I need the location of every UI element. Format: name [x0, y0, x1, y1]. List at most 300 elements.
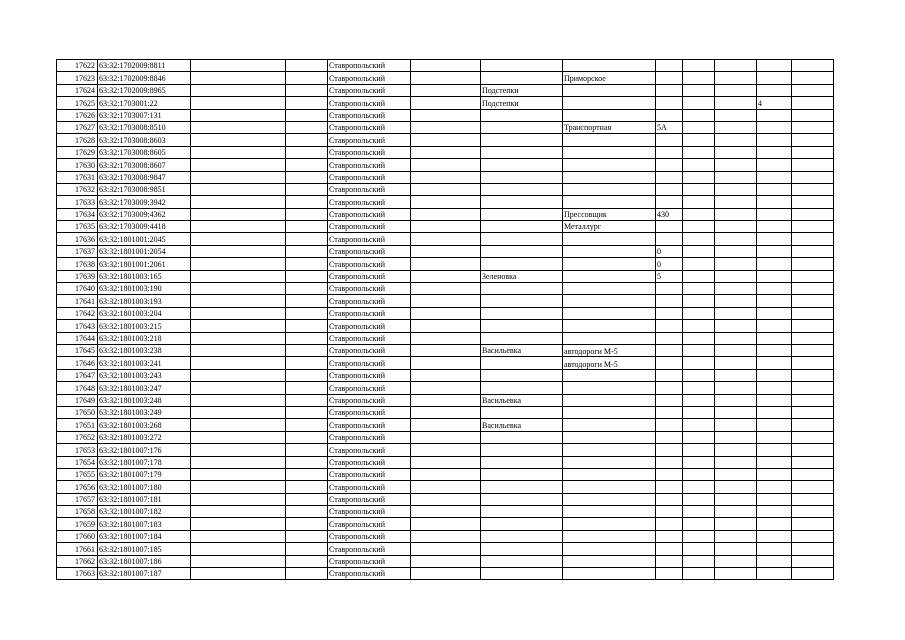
empty-cell [792, 245, 834, 257]
empty-cell [715, 97, 757, 109]
table-row [57, 369, 834, 381]
house-cell [656, 506, 683, 518]
empty-cell [286, 60, 328, 72]
house-cell [656, 60, 683, 72]
row-number-cell: 17639 [57, 270, 98, 282]
house-cell [656, 394, 683, 406]
row-number-cell: 17626 [57, 109, 98, 121]
empty-cell [411, 493, 481, 505]
cadastral-number-cell: 63:32:1801007:178 [98, 456, 191, 468]
empty-cell [715, 506, 757, 518]
empty-cell [792, 543, 834, 555]
row-number-cell: 17640 [57, 283, 98, 295]
empty-cell [792, 295, 834, 307]
empty-cell [411, 406, 481, 418]
empty-cell [683, 543, 715, 555]
empty-cell [286, 171, 328, 183]
settlement-cell [481, 233, 563, 245]
house-cell [656, 357, 683, 369]
house-cell [656, 332, 683, 344]
empty-cell [191, 270, 286, 282]
row-number-cell: 17643 [57, 320, 98, 332]
house-cell [656, 444, 683, 456]
empty-cell [683, 406, 715, 418]
cadastral-number-cell: 63:32:1703008:9847 [98, 171, 191, 183]
street-cell [563, 506, 656, 518]
district-cell: Ставропольский [328, 369, 411, 381]
settlement-cell [481, 159, 563, 171]
empty-cell [191, 171, 286, 183]
street-cell [563, 320, 656, 332]
settlement-cell [481, 568, 563, 580]
district-cell: Ставропольский [328, 357, 411, 369]
table-row [57, 233, 834, 245]
empty-cell [286, 270, 328, 282]
district-cell: Ставропольский [328, 568, 411, 580]
cadastral-number-cell: 63:32:1703008:8510 [98, 121, 191, 133]
settlement-cell [481, 431, 563, 443]
empty-cell [411, 530, 481, 542]
row-number-cell: 17657 [57, 493, 98, 505]
table-row [57, 357, 834, 369]
empty-cell [191, 196, 286, 208]
extra-cell [757, 258, 792, 270]
cadastral-number-cell: 63:32:1703009:3942 [98, 196, 191, 208]
table-row [57, 84, 834, 96]
house-cell [656, 456, 683, 468]
row-number-cell: 17648 [57, 382, 98, 394]
empty-cell [191, 109, 286, 121]
empty-cell [792, 518, 834, 530]
empty-cell [191, 518, 286, 530]
house-cell [656, 97, 683, 109]
empty-cell [411, 344, 481, 356]
table-row [57, 134, 834, 146]
cadastral-number-cell: 63:32:1801007:185 [98, 543, 191, 555]
district-cell: Ставропольский [328, 146, 411, 158]
extra-cell [757, 283, 792, 295]
empty-cell [683, 208, 715, 220]
street-cell [563, 543, 656, 555]
empty-cell [715, 258, 757, 270]
district-cell: Ставропольский [328, 84, 411, 96]
empty-cell [191, 332, 286, 344]
street-cell [563, 357, 656, 369]
row-number-cell: 17656 [57, 481, 98, 493]
empty-cell [411, 357, 481, 369]
empty-cell [792, 506, 834, 518]
street-cell [563, 183, 656, 195]
empty-cell [286, 332, 328, 344]
cadastral-number-cell: 63:32:1702009:8846 [98, 72, 191, 84]
empty-cell [411, 245, 481, 257]
empty-cell [411, 196, 481, 208]
street-cell [563, 245, 656, 257]
street-cell [563, 394, 656, 406]
empty-cell [715, 357, 757, 369]
empty-cell [715, 568, 757, 580]
extra-cell [757, 84, 792, 96]
empty-cell [411, 307, 481, 319]
empty-cell [715, 518, 757, 530]
table-row [57, 307, 834, 319]
empty-cell [683, 320, 715, 332]
empty-cell [411, 444, 481, 456]
empty-cell [286, 543, 328, 555]
empty-cell [683, 431, 715, 443]
district-cell: Ставропольский [328, 431, 411, 443]
empty-cell [683, 72, 715, 84]
empty-cell [683, 60, 715, 72]
row-number-cell: 17622 [57, 60, 98, 72]
house-cell: 0 [656, 258, 683, 270]
empty-cell [286, 456, 328, 468]
settlement-cell [481, 72, 563, 84]
empty-cell [286, 468, 328, 480]
extra-cell [757, 109, 792, 121]
empty-cell [411, 283, 481, 295]
cadastral-number-cell: 63:32:1801003:215 [98, 320, 191, 332]
settlement-cell [481, 493, 563, 505]
empty-cell [191, 431, 286, 443]
empty-cell [715, 493, 757, 505]
house-cell [656, 183, 683, 195]
empty-cell [286, 97, 328, 109]
extra-cell [757, 221, 792, 233]
row-number-cell: 17634 [57, 208, 98, 220]
cadastral-number-cell: 63:32:1801003:243 [98, 369, 191, 381]
row-number-cell: 17654 [57, 456, 98, 468]
table-row [57, 320, 834, 332]
empty-cell [286, 419, 328, 431]
empty-cell [715, 208, 757, 220]
district-cell: Ставропольский [328, 60, 411, 72]
cadastral-number-cell: 63:32:1801003:238 [98, 344, 191, 356]
row-number-cell: 17663 [57, 568, 98, 580]
street-cell: Транспортная [563, 121, 656, 133]
cadastral-number-cell: 63:32:1703008:8603 [98, 134, 191, 146]
row-number-cell: 17642 [57, 307, 98, 319]
district-cell: Ставропольский [328, 307, 411, 319]
empty-cell [286, 295, 328, 307]
empty-cell [683, 481, 715, 493]
settlement-cell [481, 146, 563, 158]
settlement-cell [481, 320, 563, 332]
district-cell: Ставропольский [328, 295, 411, 307]
settlement-cell [481, 332, 563, 344]
empty-cell [191, 344, 286, 356]
empty-cell [286, 196, 328, 208]
empty-cell [792, 320, 834, 332]
empty-cell [715, 394, 757, 406]
empty-cell [286, 109, 328, 121]
empty-cell [191, 357, 286, 369]
district-cell: Ставропольский [328, 183, 411, 195]
empty-cell [792, 456, 834, 468]
street-cell [563, 233, 656, 245]
empty-cell [715, 307, 757, 319]
empty-cell [683, 530, 715, 542]
row-number-cell: 17627 [57, 121, 98, 133]
extra-cell [757, 369, 792, 381]
house-cell [656, 307, 683, 319]
cadastral-number-cell: 63:32:1801007:180 [98, 481, 191, 493]
extra-cell [757, 72, 792, 84]
empty-cell [411, 568, 481, 580]
table-row [57, 468, 834, 480]
district-cell: Ставропольский [328, 171, 411, 183]
empty-cell [191, 506, 286, 518]
street-cell [563, 332, 656, 344]
street-text: автодороги М-5 [564, 359, 618, 369]
district-cell: Ставропольский [328, 506, 411, 518]
cadastral-number-cell: 63:32:1801007:184 [98, 530, 191, 542]
empty-cell [715, 196, 757, 208]
table-row [57, 456, 834, 468]
house-cell [656, 146, 683, 158]
house-cell [656, 568, 683, 580]
row-number-cell: 17650 [57, 406, 98, 418]
street-cell [563, 468, 656, 480]
row-number-cell: 17636 [57, 233, 98, 245]
empty-cell [715, 84, 757, 96]
empty-cell [411, 543, 481, 555]
district-cell: Ставропольский [328, 493, 411, 505]
cadastral-number-cell: 63:32:1801007:176 [98, 444, 191, 456]
empty-cell [286, 72, 328, 84]
row-number-cell: 17641 [57, 295, 98, 307]
empty-cell [411, 332, 481, 344]
empty-cell [715, 444, 757, 456]
cadastral-number-cell: 63:32:1801001:2054 [98, 245, 191, 257]
street-cell [563, 382, 656, 394]
empty-cell [683, 344, 715, 356]
empty-cell [683, 97, 715, 109]
table-row [57, 171, 834, 183]
table-row [57, 109, 834, 121]
empty-cell [191, 320, 286, 332]
empty-cell [715, 283, 757, 295]
empty-cell [286, 84, 328, 96]
cadastral-number-cell: 63:32:1801003:190 [98, 283, 191, 295]
settlement-cell [481, 196, 563, 208]
empty-cell [715, 530, 757, 542]
empty-cell [715, 134, 757, 146]
empty-cell [683, 444, 715, 456]
empty-cell [715, 221, 757, 233]
empty-cell [286, 183, 328, 195]
district-cell: Ставропольский [328, 159, 411, 171]
district-cell: Ставропольский [328, 394, 411, 406]
house-cell [656, 555, 683, 567]
row-number-cell: 17625 [57, 97, 98, 109]
row-number-cell: 17629 [57, 146, 98, 158]
extra-cell [757, 196, 792, 208]
extra-cell [757, 444, 792, 456]
extra-cell [757, 320, 792, 332]
house-cell: 430 [656, 208, 683, 220]
street-cell [563, 568, 656, 580]
district-cell: Ставропольский [328, 332, 411, 344]
house-cell [656, 543, 683, 555]
settlement-cell: Зеленовка [481, 270, 563, 282]
settlement-cell [481, 530, 563, 542]
settlement-cell [481, 468, 563, 480]
empty-cell [715, 431, 757, 443]
street-cell [563, 530, 656, 542]
empty-cell [286, 555, 328, 567]
empty-cell [792, 332, 834, 344]
street-cell [563, 456, 656, 468]
street-cell: Приморское [563, 72, 656, 84]
extra-cell [757, 543, 792, 555]
empty-cell [715, 555, 757, 567]
settlement-cell [481, 307, 563, 319]
cadastral-number-cell: 63:32:1801003:241 [98, 357, 191, 369]
district-cell: Ставропольский [328, 109, 411, 121]
row-number-cell: 17635 [57, 221, 98, 233]
table-row [57, 394, 834, 406]
street-cell [563, 431, 656, 443]
empty-cell [191, 245, 286, 257]
table-row [57, 481, 834, 493]
settlement-cell [481, 406, 563, 418]
empty-cell [411, 518, 481, 530]
settlement-cell [481, 518, 563, 530]
district-cell: Ставропольский [328, 208, 411, 220]
empty-cell [286, 344, 328, 356]
house-cell [656, 134, 683, 146]
table-body [57, 60, 834, 580]
street-cell [563, 196, 656, 208]
house-cell [656, 493, 683, 505]
empty-cell [683, 493, 715, 505]
empty-cell [715, 109, 757, 121]
cadastral-number-cell: 63:32:1801003:248 [98, 394, 191, 406]
empty-cell [715, 344, 757, 356]
empty-cell [715, 320, 757, 332]
empty-cell [715, 332, 757, 344]
empty-cell [683, 468, 715, 480]
row-number-cell: 17649 [57, 394, 98, 406]
empty-cell [715, 121, 757, 133]
district-cell: Ставропольский [328, 97, 411, 109]
empty-cell [715, 171, 757, 183]
empty-cell [792, 307, 834, 319]
empty-cell [286, 258, 328, 270]
empty-cell [191, 233, 286, 245]
extra-cell [757, 394, 792, 406]
empty-cell [683, 283, 715, 295]
empty-cell [411, 221, 481, 233]
row-number-cell: 17632 [57, 183, 98, 195]
street-cell [563, 481, 656, 493]
street-cell [563, 444, 656, 456]
extra-cell [757, 146, 792, 158]
district-cell: Ставропольский [328, 134, 411, 146]
settlement-cell [481, 357, 563, 369]
cadastral-number-cell: 63:32:1703001:22 [98, 97, 191, 109]
street-cell [563, 159, 656, 171]
empty-cell [715, 146, 757, 158]
empty-cell [286, 134, 328, 146]
empty-cell [683, 233, 715, 245]
empty-cell [792, 196, 834, 208]
settlement-cell [481, 506, 563, 518]
table-row [57, 406, 834, 418]
settlement-cell [481, 121, 563, 133]
district-cell: Ставропольский [328, 270, 411, 282]
empty-cell [286, 208, 328, 220]
empty-cell [286, 431, 328, 443]
row-number-cell: 17661 [57, 543, 98, 555]
house-cell [656, 196, 683, 208]
house-cell [656, 283, 683, 295]
table-row [57, 518, 834, 530]
empty-cell [792, 97, 834, 109]
row-number-cell: 17660 [57, 530, 98, 542]
empty-cell [286, 518, 328, 530]
settlement-cell: Подстепки [481, 84, 563, 96]
street-cell [563, 419, 656, 431]
house-cell: 0 [656, 245, 683, 257]
extra-cell [757, 233, 792, 245]
empty-cell [191, 406, 286, 418]
empty-cell [286, 530, 328, 542]
district-cell: Ставропольский [328, 344, 411, 356]
extra-cell [757, 530, 792, 542]
cadastral-number-cell: 63:32:1801003:193 [98, 295, 191, 307]
empty-cell [715, 369, 757, 381]
table-row [57, 555, 834, 567]
empty-cell [792, 84, 834, 96]
empty-cell [792, 369, 834, 381]
empty-cell [411, 419, 481, 431]
extra-cell [757, 208, 792, 220]
empty-cell [715, 245, 757, 257]
house-cell [656, 320, 683, 332]
empty-cell [715, 456, 757, 468]
cadastral-number-cell: 63:32:1801007:182 [98, 506, 191, 518]
empty-cell [792, 171, 834, 183]
house-cell [656, 419, 683, 431]
empty-cell [683, 121, 715, 133]
empty-cell [792, 146, 834, 158]
row-number-cell: 17651 [57, 419, 98, 431]
empty-cell [191, 568, 286, 580]
street-cell [563, 84, 656, 96]
extra-cell [757, 171, 792, 183]
empty-cell [286, 394, 328, 406]
empty-cell [792, 493, 834, 505]
empty-cell [792, 419, 834, 431]
empty-cell [683, 146, 715, 158]
empty-cell [792, 60, 834, 72]
cadastral-number-cell: 63:32:1801003:247 [98, 382, 191, 394]
empty-cell [792, 134, 834, 146]
table-row [57, 60, 834, 72]
cadastral-number-cell: 63:32:1801003:249 [98, 406, 191, 418]
district-cell: Ставропольский [328, 555, 411, 567]
empty-cell [683, 171, 715, 183]
empty-cell [191, 444, 286, 456]
extra-cell [757, 468, 792, 480]
cadastral-number-cell: 63:32:1703007:131 [98, 109, 191, 121]
table-row [57, 121, 834, 133]
row-number-cell: 17638 [57, 258, 98, 270]
cadastral-number-cell: 63:32:1801003:268 [98, 419, 191, 431]
street-text: автодороги М-5 [564, 347, 618, 357]
